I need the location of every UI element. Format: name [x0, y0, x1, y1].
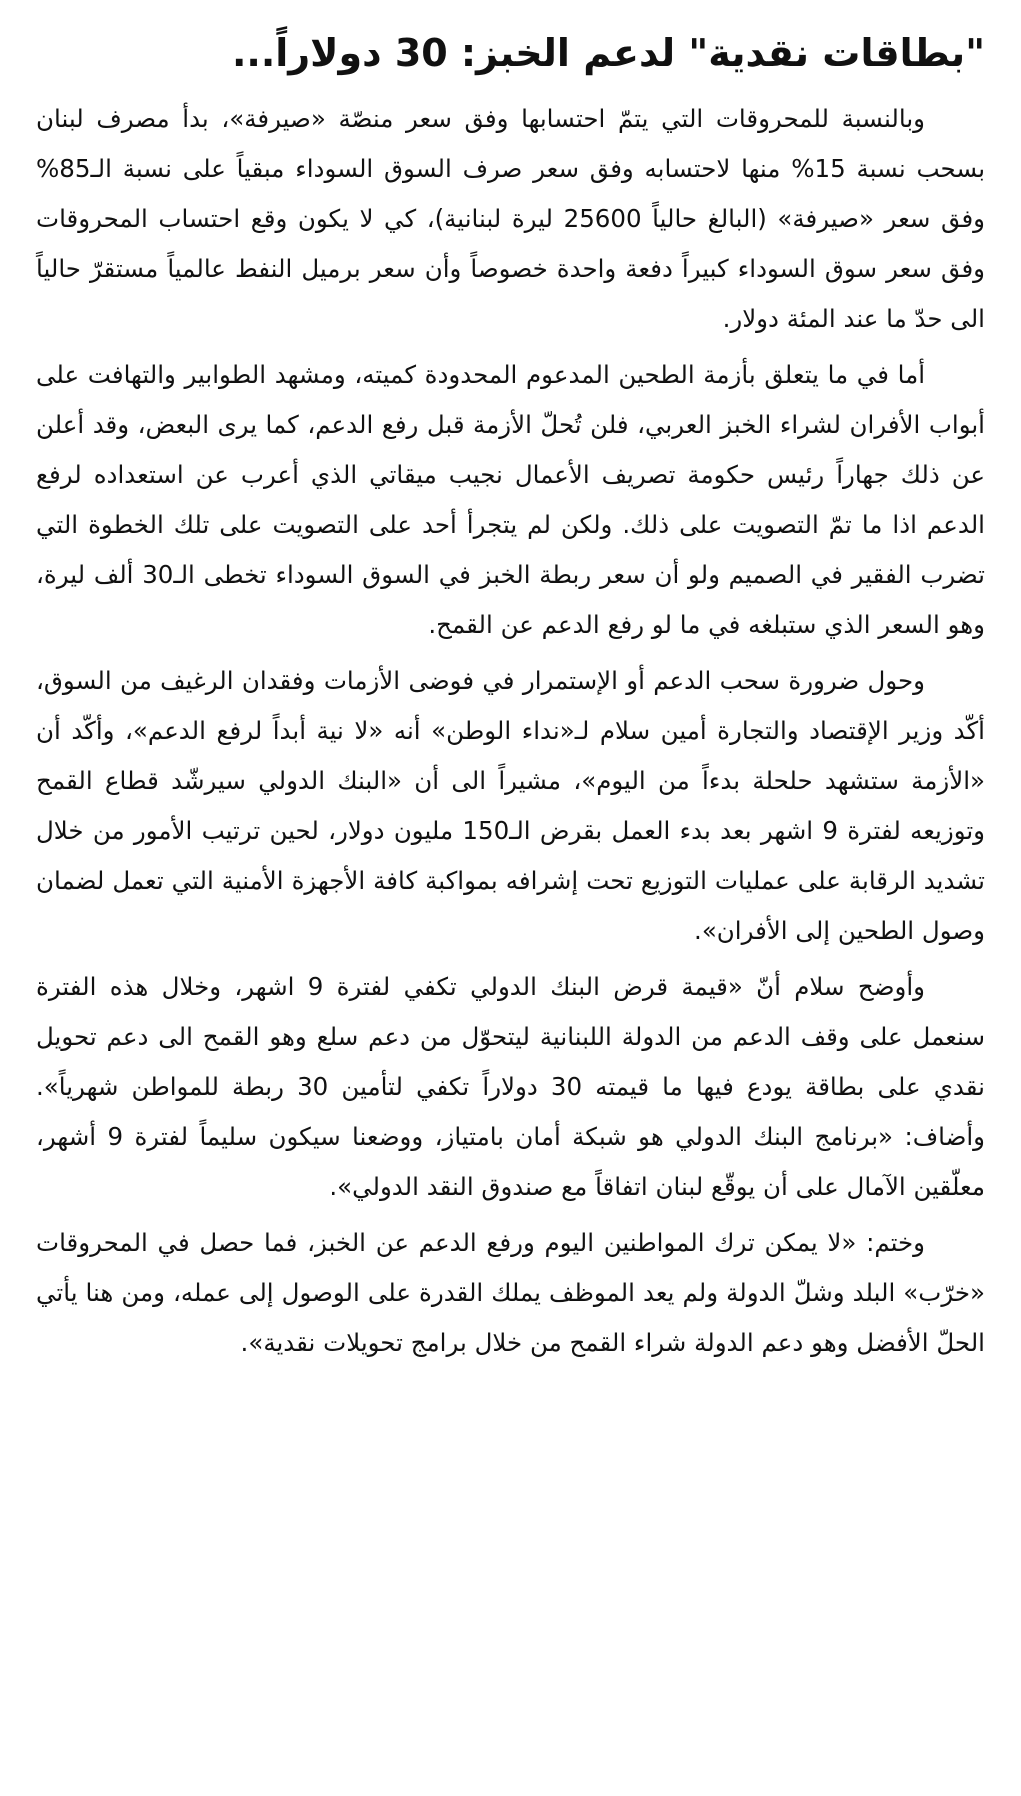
article-paragraph: وختم: «لا يمكن ترك المواطنين اليوم ورفع الدعم عن الخبز، فما حصل في المحروقات «خرّب» البلد وشلّ الدولة ولم يعد الموظف يملك القدرة على الوصول إلى عمله، ومن هنا يأتي الحلّ الأفضل وهو دعم الدولة شراء القمح من خلال برامج تحويلات نقدية». — [36, 1228, 985, 1357]
article-paragraph: وبالنسبة للمحروقات التي يتمّ احتسابها وفق سعر منصّة «صيرفة»، بدأ مصرف لبنان بسحب نسبة 15% منها لاحتسابه وفق سعر صرف السوق السوداء مبقياً على نسبة الـ85% وفق سعر «صيرفة» (البالغ حالياً 25600 ليرة لبنانية)، كي لا يكون وقع احتساب المحروقات وفق سعر سوق السوداء كبيراً دفعة واحدة خصوصاً وأن سعر برميل النفط عالمياً مستقرّ حالياً الى حدّ ما عند المئة دولار. — [36, 104, 986, 333]
article-headline: "بطاقات نقدية" لدعم الخبز: 30 دولاراً... — [231, 31, 985, 75]
article-paragraph: وحول ضرورة سحب الدعم أو الإستمرار في فوضى الأزمات وفقدان الرغيف من السوق، أكّد وزير الإقتصاد والتجارة أمين سلام لـ«نداء الوطن» أنه «لا نية أبداً لرفع الدعم»، وأكّد أن «الأزمة ستشهد حلحلة بدءاً من اليوم»، مشيراً الى أن «البنك الدولي سيرشّد قطاع القمح وتوزيعه لفترة 9 اشهر بعد بدء العمل بقرض الـ150 مليون دولار، لحين ترتيب الأمور من خلال تشديد الرقابة على عمليات التوزيع تحت إشرافه بمواكبة كافة الأجهزة الأمنية التي تعمل لضمان وصول الطحين إلى الأفران». — [36, 666, 986, 945]
article-body — [36, 94, 985, 1368]
article-paragraph: وأوضح سلام أنّ «قيمة قرض البنك الدولي تكفي لفترة 9 اشهر، وخلال هذه الفترة سنعمل على وقف الدعم من الدولة اللبنانية ليتحوّل من دعم سلع وهو القمح الى دعم تحويل نقدي على بطاقة يودع فيها ما قيمته 30 دولاراً تكفي لتأمين 30 ربطة للمواطن شهرياً». وأضاف: «برنامج البنك الدولي هو شبكة أمان بامتياز، ووضعنا سيكون سليماً لفترة 9 أشهر، معلّقين الآمال على أن يوقّع لبنان اتفاقاً مع صندوق النقد الدولي». — [36, 972, 986, 1201]
article-paragraph: أما في ما يتعلق بأزمة الطحين المدعوم المحدودة كميته، ومشهد الطوابير والتهافت على أبواب الأفران لشراء الخبز العربي، فلن تُحلّ الأزمة قبل رفع الدعم، كما يرى البعض، وقد أعلن عن ذلك جهاراً رئيس حكومة تصريف الأعمال نجيب ميقاتي الذي أعرب عن استعداده لرفع الدعم اذا ما تمّ التصويت على ذلك. ولكن لم يتجرأ أحد على التصويت على تلك الخطوة التي تضرب الفقير في الصميم ولو أن سعر ربطة الخبز في السوق السوداء تخطى الـ30 ألف ليرة، وهو السعر الذي ستبلغه في ما لو رفع الدعم عن القمح. — [36, 360, 985, 639]
